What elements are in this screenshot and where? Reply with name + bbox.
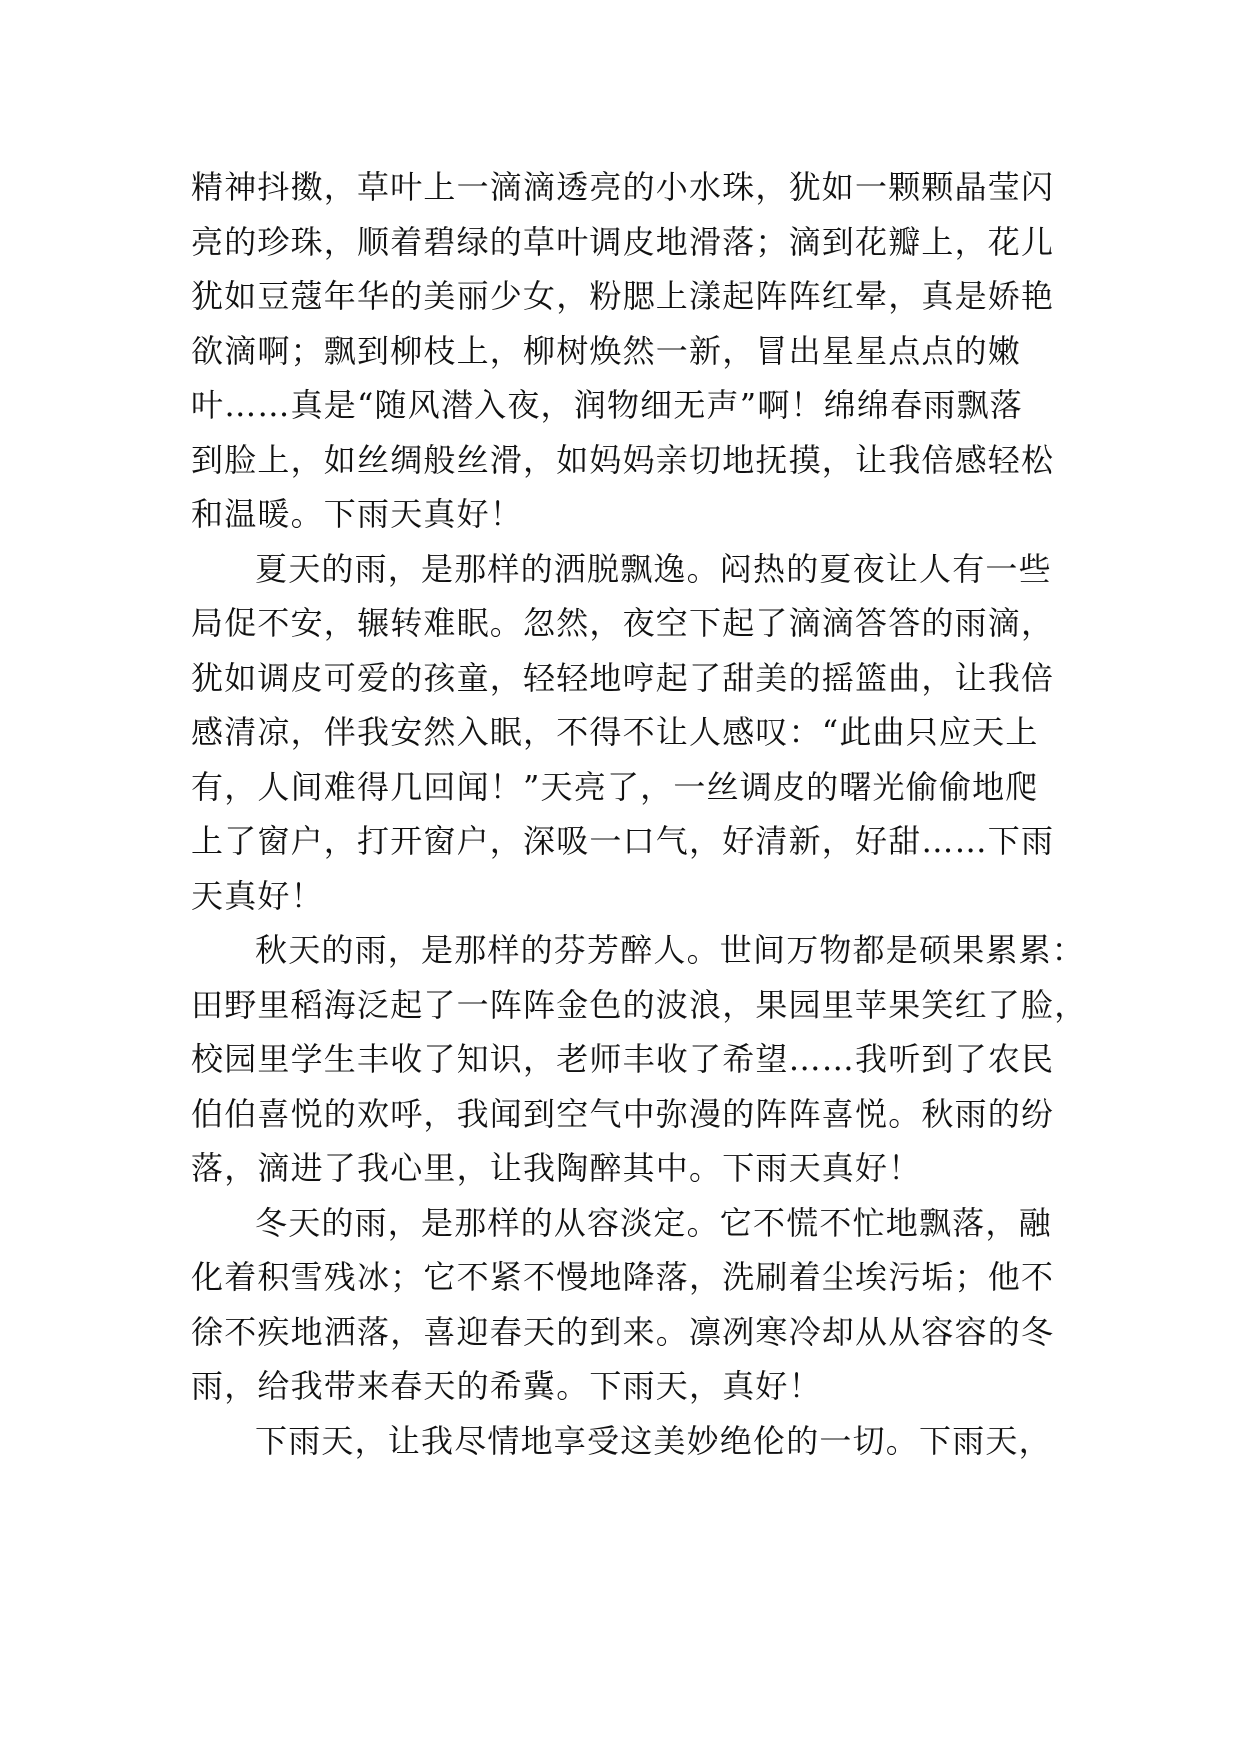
text-line: 亮的珍珠，顺着碧绿的草叶调皮地滑落；滴到花瓣上，花儿 [191, 222, 1055, 261]
text-line: 上了窗户，打开窗户，深吸一口气，好清新，好甜……下雨 [191, 822, 1055, 860]
text-line: 秋天的雨，是那样的芬芳醉人。世间万物都是硕果累累： [255, 931, 1086, 969]
text-line: 到脸上，如丝绸般丝滑，如妈妈亲切地抚摸，让我倍感轻松 [191, 440, 1055, 479]
text-line: 精神抖擞，草叶上一滴滴透亮的小水珠，犹如一颗颗晶莹闪 [191, 168, 1055, 206]
text-line: 有，人间难得几回闻！”天亮了，一丝调皮的曙光偷偷地爬 [191, 767, 1039, 806]
text-line: 感清凉，伴我安然入眠，不得不让人感叹：“此曲只应天上 [191, 713, 1039, 751]
document-body [191, 160, 1088, 1468]
text-line: 叶……真是“随风潜入夜，润物细无声”啊！绵绵春雨飘落 [191, 386, 1023, 424]
text-line: 校园里学生丰收了知识，老师丰收了希望……我听到了农民 [191, 1040, 1055, 1078]
text-line: 和温暖。下雨天真好！ [191, 495, 524, 533]
text-line: 雨，给我带来春天的希冀。下雨天，真好！ [191, 1367, 822, 1405]
text-line: 化着积雪残冰；它不紧不慢地降落，洗刷着尘埃污垢；他不 [191, 1258, 1055, 1296]
text-line: 下雨天，让我尽情地享受这美妙绝伦的一切。下雨天， [255, 1421, 1052, 1460]
text-line: 夏天的雨，是那样的洒脱飘逸。闷热的夏夜让人有一些 [255, 549, 1052, 588]
text-line: 冬天的雨，是那样的从容淡定。它不慌不忙地飘落，融 [255, 1203, 1052, 1242]
text-line: 犹如豆蔻年华的美丽少女，粉腮上漾起阵阵红晕，真是娇艳 [191, 277, 1055, 315]
text-line: 犹如调皮可爱的孩童，轻轻地哼起了甜美的摇篮曲，让我倍 [191, 658, 1055, 697]
text-line: 伯伯喜悦的欢呼，我闻到空气中弥漫的阵阵喜悦。秋雨的纷 [191, 1094, 1055, 1133]
text-line: 局促不安，辗转难眠。忽然，夜空下起了滴滴答答的雨滴， [191, 604, 1055, 642]
text-line: 天真好！ [191, 876, 324, 915]
text-line: 落，滴进了我心里，让我陶醉其中。下雨天真好！ [191, 1149, 922, 1187]
text-line: 徐不疾地洒落，喜迎春天的到来。凛冽寒冷却从从容容的冬 [191, 1312, 1055, 1351]
text-line: 欲滴啊；飘到柳枝上，柳树焕然一新，冒出星星点点的嫩 [191, 331, 1022, 370]
text-line: 田野里稻海泛起了一阵阵金色的波浪，果园里苹果笑红了脸， [191, 985, 1088, 1024]
